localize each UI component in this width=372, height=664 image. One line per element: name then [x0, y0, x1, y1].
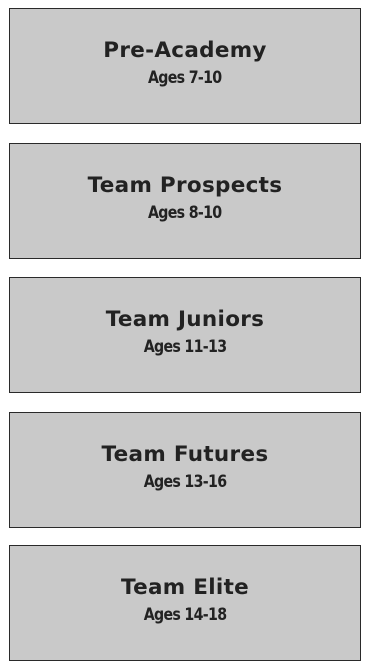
program-title: Team Elite — [120, 575, 250, 601]
program-card-team-elite[interactable] — [9, 545, 361, 661]
program-ages: Ages 14-18 — [143, 604, 227, 624]
program-card-team-prospects[interactable] — [9, 143, 361, 259]
program-ages: Ages 13-16 — [143, 471, 227, 491]
program-title: Team Prospects — [87, 173, 283, 199]
program-title: Team Futures — [101, 442, 269, 468]
program-card-team-juniors[interactable] — [9, 277, 361, 393]
program-title: Team Juniors — [105, 307, 265, 333]
program-title: Pre-Academy — [103, 38, 267, 64]
program-card-pre-academy[interactable] — [9, 8, 361, 124]
program-ages: Ages 11-13 — [143, 336, 227, 356]
program-ages: Ages 7-10 — [148, 67, 222, 87]
program-ages: Ages 8-10 — [148, 202, 222, 222]
program-card-team-futures[interactable] — [9, 412, 361, 528]
